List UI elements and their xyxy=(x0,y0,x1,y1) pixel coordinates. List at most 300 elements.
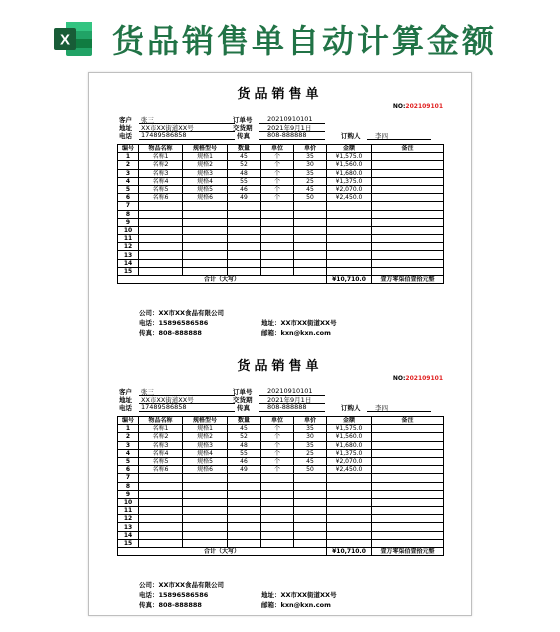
column-header: 规格型号 xyxy=(183,417,228,425)
table-row xyxy=(118,218,444,226)
order-no-label: 订单号 xyxy=(233,116,253,124)
table-row xyxy=(118,539,444,547)
table-cell xyxy=(183,218,228,226)
delivery-label: 交货期 xyxy=(233,124,253,132)
table-cell: 45 xyxy=(294,185,327,193)
table-cell xyxy=(294,482,327,490)
table-cell: 个 xyxy=(261,161,294,169)
table-cell xyxy=(261,490,294,498)
table-cell xyxy=(372,177,444,185)
column-header: 单位 xyxy=(261,145,294,153)
table-cell xyxy=(228,267,261,275)
table-cell: 规格1 xyxy=(183,425,228,433)
table-cell xyxy=(294,515,327,523)
table-cell xyxy=(327,482,372,490)
table-cell: 55 xyxy=(228,449,261,457)
customer-value: 张三 xyxy=(141,388,154,396)
table-cell: 规格6 xyxy=(183,466,228,474)
table-cell xyxy=(183,515,228,523)
table-cell xyxy=(372,251,444,259)
table-cell xyxy=(294,490,327,498)
table-cell: 1 xyxy=(118,425,139,433)
table-cell xyxy=(372,498,444,506)
table-cell xyxy=(294,243,327,251)
phone-label: 电话 xyxy=(119,404,132,412)
serial-number: NO:202109101 xyxy=(392,103,443,110)
address-value: XX市XX街道XX号 xyxy=(141,124,194,132)
table-cell xyxy=(372,218,444,226)
column-header: 单价 xyxy=(294,417,327,425)
table-cell xyxy=(372,169,444,177)
table-cell: 52 xyxy=(228,433,261,441)
table-cell: ¥2,450.0 xyxy=(327,194,372,202)
table-cell xyxy=(228,490,261,498)
table-cell: 6 xyxy=(118,194,139,202)
table-cell: ¥1,680.0 xyxy=(327,169,372,177)
table-cell xyxy=(327,218,372,226)
table-cell xyxy=(372,531,444,539)
table-cell: 7 xyxy=(118,474,139,482)
phone-label: 电话 xyxy=(119,132,132,140)
banner-title: 货品销售单自动计算金额 xyxy=(112,22,498,60)
document-sheet xyxy=(88,72,472,616)
table-cell xyxy=(139,259,183,267)
table-cell xyxy=(327,498,372,506)
table-cell xyxy=(372,425,444,433)
column-header: 编号 xyxy=(118,145,139,153)
table-cell: 个 xyxy=(261,441,294,449)
table-cell: 名称1 xyxy=(139,153,183,161)
column-header: 金额 xyxy=(327,145,372,153)
table-cell: ¥1,560.0 xyxy=(327,161,372,169)
total-amount: ¥10,710.0 xyxy=(327,548,372,556)
table-cell xyxy=(261,482,294,490)
table-cell xyxy=(261,498,294,506)
table-cell: 9 xyxy=(118,490,139,498)
table-cell xyxy=(183,259,228,267)
table-cell: ¥2,070.0 xyxy=(327,185,372,193)
table-row xyxy=(118,433,444,441)
table-cell xyxy=(139,267,183,275)
table-row xyxy=(118,515,444,523)
table-cell xyxy=(372,507,444,515)
order-no-label: 订单号 xyxy=(233,388,253,396)
table-cell xyxy=(327,210,372,218)
table-cell xyxy=(139,218,183,226)
column-header: 数量 xyxy=(228,417,261,425)
table-cell: 11 xyxy=(118,235,139,243)
table-cell xyxy=(372,202,444,210)
table-cell xyxy=(183,267,228,275)
table-row xyxy=(118,153,444,161)
table-cell: 名称5 xyxy=(139,185,183,193)
table-cell: 30 xyxy=(294,433,327,441)
table-cell: 名称6 xyxy=(139,194,183,202)
table-cell xyxy=(139,210,183,218)
table-row xyxy=(118,531,444,539)
table-cell xyxy=(183,539,228,547)
table-cell xyxy=(372,539,444,547)
table-row xyxy=(118,226,444,234)
items-table xyxy=(117,144,444,284)
table-cell xyxy=(372,441,444,449)
table-cell xyxy=(372,466,444,474)
table-cell: 11 xyxy=(118,507,139,515)
table-cell xyxy=(372,433,444,441)
table-cell xyxy=(294,531,327,539)
orderer-value: 李四 xyxy=(375,132,388,140)
table-cell: 规格2 xyxy=(183,161,228,169)
table-cell: 规格4 xyxy=(183,449,228,457)
table-row xyxy=(118,441,444,449)
table-cell: 5 xyxy=(118,185,139,193)
table-cell: 35 xyxy=(294,441,327,449)
address-label: 地址 xyxy=(119,396,132,404)
table-cell xyxy=(228,539,261,547)
table-cell: 4 xyxy=(118,449,139,457)
table-cell xyxy=(294,235,327,243)
table-cell: ¥1,575.0 xyxy=(327,153,372,161)
table-cell: 个 xyxy=(261,185,294,193)
table-cell: 45 xyxy=(228,153,261,161)
table-row xyxy=(118,161,444,169)
table-cell xyxy=(261,474,294,482)
table-header-row xyxy=(118,145,444,153)
table-cell: 3 xyxy=(118,169,139,177)
table-cell: 规格2 xyxy=(183,433,228,441)
table-cell: ¥1,375.0 xyxy=(327,449,372,457)
table-cell: 名称4 xyxy=(139,177,183,185)
table-row xyxy=(118,243,444,251)
table-cell: 7 xyxy=(118,202,139,210)
column-header: 备注 xyxy=(372,417,444,425)
table-cell xyxy=(139,243,183,251)
table-cell: 个 xyxy=(261,169,294,177)
orderer-label: 订购人 xyxy=(341,404,361,412)
table-cell xyxy=(183,243,228,251)
column-header: 单价 xyxy=(294,145,327,153)
customer-label: 客户 xyxy=(119,388,132,396)
table-cell: 49 xyxy=(228,194,261,202)
table-cell xyxy=(294,507,327,515)
column-header: 物品名称 xyxy=(139,417,183,425)
table-cell xyxy=(228,507,261,515)
table-cell: 名称3 xyxy=(139,441,183,449)
table-cell: 35 xyxy=(294,169,327,177)
table-cell: 12 xyxy=(118,515,139,523)
table-cell xyxy=(183,235,228,243)
table-cell: 35 xyxy=(294,425,327,433)
table-cell xyxy=(372,210,444,218)
table-cell xyxy=(261,531,294,539)
company-email: 邮箱：kxn@kxn.com xyxy=(261,329,331,337)
excel-icon xyxy=(54,20,94,58)
table-cell xyxy=(139,226,183,234)
table-cell: 25 xyxy=(294,449,327,457)
company-fax: 传真：808-888888 xyxy=(139,601,202,609)
table-cell: ¥1,680.0 xyxy=(327,441,372,449)
table-cell: 名称2 xyxy=(139,161,183,169)
table-cell xyxy=(228,515,261,523)
table-cell xyxy=(372,449,444,457)
table-cell xyxy=(372,226,444,234)
table-cell: 名称2 xyxy=(139,433,183,441)
column-header: 物品名称 xyxy=(139,145,183,153)
fax-value: 808-888888 xyxy=(267,403,307,411)
table-cell: 个 xyxy=(261,153,294,161)
table-cell xyxy=(261,210,294,218)
table-cell xyxy=(228,531,261,539)
table-cell: 8 xyxy=(118,482,139,490)
company-name: 公司：XX市XX食品有限公司 xyxy=(139,309,225,317)
table-cell xyxy=(228,251,261,259)
table-cell: 49 xyxy=(228,466,261,474)
table-cell: 12 xyxy=(118,243,139,251)
table-cell: 50 xyxy=(294,194,327,202)
phone-value: 17489586858 xyxy=(141,131,187,139)
table-cell: 个 xyxy=(261,457,294,465)
fax-label: 传真 xyxy=(237,132,250,140)
table-cell: 个 xyxy=(261,425,294,433)
table-cell xyxy=(294,251,327,259)
delivery-value: 2021年9月1日 xyxy=(267,124,312,132)
table-cell xyxy=(183,531,228,539)
table-cell xyxy=(294,267,327,275)
table-cell xyxy=(183,498,228,506)
table-cell xyxy=(228,243,261,251)
orderer-value: 李四 xyxy=(375,404,388,412)
table-cell xyxy=(139,531,183,539)
table-cell xyxy=(372,243,444,251)
table-cell: 名称4 xyxy=(139,449,183,457)
table-row xyxy=(118,482,444,490)
column-header: 备注 xyxy=(372,145,444,153)
table-cell: 46 xyxy=(228,185,261,193)
table-row xyxy=(118,425,444,433)
delivery-label: 交货期 xyxy=(233,396,253,404)
table-cell: 48 xyxy=(228,169,261,177)
table-cell xyxy=(139,202,183,210)
table-cell xyxy=(228,210,261,218)
customer-label: 客户 xyxy=(119,116,132,124)
table-row xyxy=(118,498,444,506)
table-cell xyxy=(327,259,372,267)
total-amount: ¥10,710.0 xyxy=(327,276,372,284)
table-row xyxy=(118,169,444,177)
table-cell xyxy=(139,507,183,515)
table-cell xyxy=(228,235,261,243)
table-cell xyxy=(261,202,294,210)
table-cell xyxy=(327,267,372,275)
table-cell: 名称1 xyxy=(139,425,183,433)
table-cell: 25 xyxy=(294,177,327,185)
total-label: 合计（大写） xyxy=(118,276,327,284)
table-cell xyxy=(372,490,444,498)
table-cell: 4 xyxy=(118,177,139,185)
table-cell xyxy=(261,243,294,251)
table-cell xyxy=(327,515,372,523)
table-cell xyxy=(261,523,294,531)
table-cell xyxy=(327,531,372,539)
table-row xyxy=(118,267,444,275)
table-cell: 52 xyxy=(228,161,261,169)
table-cell xyxy=(228,202,261,210)
table-cell xyxy=(183,226,228,234)
table-cell xyxy=(327,507,372,515)
customer-value: 张三 xyxy=(141,116,154,124)
table-cell: 个 xyxy=(261,433,294,441)
address-value: XX市XX街道XX号 xyxy=(141,396,194,404)
table-cell xyxy=(183,482,228,490)
table-cell: 名称6 xyxy=(139,466,183,474)
company-email: 邮箱：kxn@kxn.com xyxy=(261,601,331,609)
table-cell xyxy=(372,185,444,193)
table-cell xyxy=(327,474,372,482)
table-cell xyxy=(294,474,327,482)
table-cell xyxy=(261,267,294,275)
table-cell xyxy=(294,523,327,531)
table-cell xyxy=(372,194,444,202)
total-words: 壹万零柒佰壹拾元整 xyxy=(372,276,444,284)
table-cell: 8 xyxy=(118,210,139,218)
column-header: 金额 xyxy=(327,417,372,425)
table-row xyxy=(118,449,444,457)
address-label: 地址 xyxy=(119,124,132,132)
column-header: 规格型号 xyxy=(183,145,228,153)
table-cell xyxy=(327,202,372,210)
table-cell xyxy=(228,498,261,506)
table-row xyxy=(118,210,444,218)
table-cell xyxy=(294,202,327,210)
table-cell: 规格3 xyxy=(183,441,228,449)
serial-number: NO:202109101 xyxy=(392,375,443,382)
table-cell: ¥1,575.0 xyxy=(327,425,372,433)
table-cell xyxy=(139,482,183,490)
table-cell xyxy=(327,235,372,243)
table-cell: 55 xyxy=(228,177,261,185)
table-cell xyxy=(327,490,372,498)
table-cell xyxy=(372,161,444,169)
table-cell xyxy=(183,202,228,210)
table-row xyxy=(118,251,444,259)
table-cell xyxy=(327,226,372,234)
table-row xyxy=(118,466,444,474)
table-cell: 15 xyxy=(118,267,139,275)
table-cell: 9 xyxy=(118,218,139,226)
company-phone: 电话：15896586586 xyxy=(139,591,209,599)
table-cell xyxy=(228,523,261,531)
table-cell: 13 xyxy=(118,251,139,259)
column-header: 数量 xyxy=(228,145,261,153)
table-cell: 名称5 xyxy=(139,457,183,465)
table-cell: 规格5 xyxy=(183,185,228,193)
table-row xyxy=(118,185,444,193)
table-cell xyxy=(261,235,294,243)
sales-form-1 xyxy=(117,77,443,339)
table-cell: 规格1 xyxy=(183,153,228,161)
table-cell xyxy=(228,259,261,267)
table-cell xyxy=(139,539,183,547)
table-cell: 规格4 xyxy=(183,177,228,185)
table-cell xyxy=(327,523,372,531)
table-cell xyxy=(327,243,372,251)
table-cell xyxy=(294,498,327,506)
table-cell: ¥1,375.0 xyxy=(327,177,372,185)
table-cell: 2 xyxy=(118,433,139,441)
table-cell xyxy=(261,539,294,547)
table-cell xyxy=(372,482,444,490)
table-cell xyxy=(372,153,444,161)
fax-value: 808-888888 xyxy=(267,131,307,139)
table-cell: 规格6 xyxy=(183,194,228,202)
excel-icon-letter: X xyxy=(59,31,71,49)
items-table xyxy=(117,416,444,556)
order-no-value: 20210910101 xyxy=(267,115,313,123)
total-row xyxy=(118,548,444,556)
table-cell: 2 xyxy=(118,161,139,169)
table-cell xyxy=(139,490,183,498)
table-cell xyxy=(261,507,294,515)
table-cell: 50 xyxy=(294,466,327,474)
company-name: 公司：XX市XX食品有限公司 xyxy=(139,581,225,589)
table-row xyxy=(118,235,444,243)
table-cell xyxy=(228,474,261,482)
table-cell xyxy=(228,482,261,490)
form-title: 货品销售单 xyxy=(237,359,323,374)
table-cell: 个 xyxy=(261,177,294,185)
table-cell: 45 xyxy=(228,425,261,433)
table-cell xyxy=(139,235,183,243)
table-cell: 个 xyxy=(261,466,294,474)
column-header: 单位 xyxy=(261,417,294,425)
table-cell: 14 xyxy=(118,259,139,267)
fax-label: 传真 xyxy=(237,404,250,412)
table-cell: 5 xyxy=(118,457,139,465)
table-cell: 48 xyxy=(228,441,261,449)
table-cell: 规格5 xyxy=(183,457,228,465)
table-cell xyxy=(183,474,228,482)
table-row xyxy=(118,490,444,498)
table-cell: 35 xyxy=(294,153,327,161)
table-row xyxy=(118,202,444,210)
table-cell xyxy=(261,515,294,523)
table-cell: 45 xyxy=(294,457,327,465)
table-cell: ¥2,450.0 xyxy=(327,466,372,474)
table-cell: ¥1,560.0 xyxy=(327,433,372,441)
table-cell xyxy=(372,474,444,482)
table-cell xyxy=(372,515,444,523)
table-cell: 1 xyxy=(118,153,139,161)
table-cell xyxy=(183,523,228,531)
table-cell xyxy=(294,218,327,226)
table-cell xyxy=(372,259,444,267)
column-header: 编号 xyxy=(118,417,139,425)
table-cell: 3 xyxy=(118,441,139,449)
table-row xyxy=(118,474,444,482)
table-cell xyxy=(228,218,261,226)
table-cell xyxy=(261,226,294,234)
company-fax: 传真：808-888888 xyxy=(139,329,202,337)
table-cell xyxy=(228,226,261,234)
table-cell xyxy=(327,539,372,547)
total-label: 合计（大写） xyxy=(118,548,327,556)
table-cell: 名称3 xyxy=(139,169,183,177)
table-cell xyxy=(183,490,228,498)
table-cell: 个 xyxy=(261,194,294,202)
table-cell xyxy=(294,210,327,218)
table-cell: 个 xyxy=(261,449,294,457)
table-cell xyxy=(372,457,444,465)
